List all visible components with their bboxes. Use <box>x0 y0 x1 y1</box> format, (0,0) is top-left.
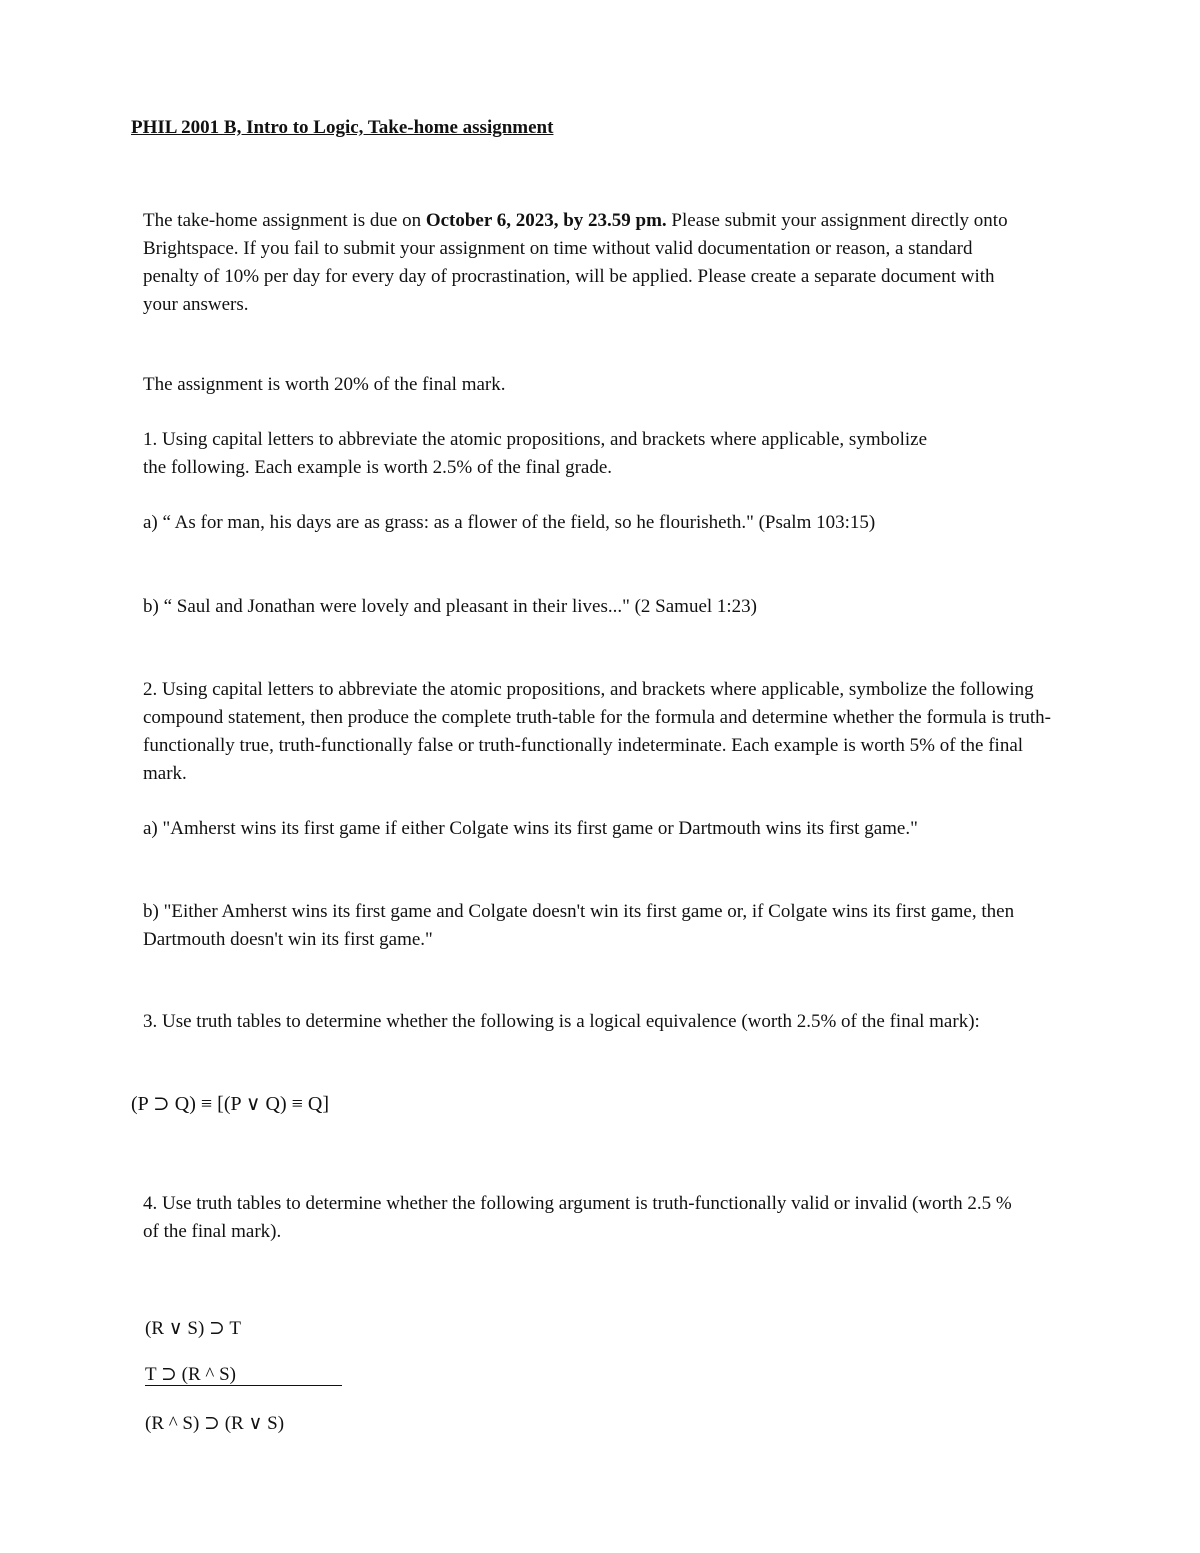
conclusion: (R ^ S) ⊃ (R ∨ S) <box>145 1413 285 1434</box>
premise-2: T ⊃ (R ^ S) <box>145 1364 236 1385</box>
intro-text-start: The take-home assignment is due on <box>143 210 426 231</box>
question-3-formula: (P ⊃ Q) ≡ [(P ∨ Q) ≡ Q] <box>131 1093 330 1115</box>
intro-text-end: Please submit your assignment directly onto Brightspace. If you fail to submit your assignment on time without valid documentation or reason, a standard penalty of 10% per day for every day of procrastination, will be applied. Please create a separate document with your answers. <box>143 210 1008 315</box>
question-2-prompt: 2. Using capital letters to abbreviate the atomic propositions, and brackets where applicable, symbolize the following compound statement, then produce the complete truth-table for the formula and determine whether the formula is truth-functionally true, truth-functionally false or truth-functionally indeterminate. Each example is worth 5% of the final mark. <box>143 679 1052 784</box>
premise-1: (R ∨ S) ⊃ T <box>145 1318 241 1339</box>
argument-divider-line <box>145 1385 342 1386</box>
question-2b: b) "Either Amherst wins its first game and Colgate doesn't win its first game or, if Colgate wins its first game, then Dartmouth doesn't win its first game." <box>143 901 1015 950</box>
due-date: October 6, 2023, by 23.59 pm. <box>425 210 667 231</box>
worth-statement: The assignment is worth 20% of the final mark. <box>143 374 506 395</box>
question-1a: a) “ As for man, his days are as grass: as a flower of the field, so he flourisheth." (Psalm 103:15) <box>143 512 876 533</box>
question-1b: b) “ Saul and Jonathan were lovely and pleasant in their lives..." (2 Samuel 1:23) <box>143 596 758 617</box>
question-1-prompt: 1. Using capital letters to abbreviate the atomic propositions, and brackets where applicable, symbolize the following. Each example is worth 2.5% of the final grade. <box>143 429 928 478</box>
question-4-prompt: 4. Use truth tables to determine whether the following argument is truth-functionally valid or invalid (worth 2.5 % of the final mark). <box>143 1193 1012 1242</box>
question-2a: a) "Amherst wins its first game if either Colgate wins its first game or Dartmouth wins its first game." <box>143 818 918 839</box>
document-title: PHIL 2001 B, Intro to Logic, Take-home assignment <box>131 117 554 138</box>
intro-paragraph <box>143 207 1013 319</box>
question-3-prompt: 3. Use truth tables to determine whether the following is a logical equivalence (worth 2.5% of the final mark): <box>143 1011 980 1032</box>
